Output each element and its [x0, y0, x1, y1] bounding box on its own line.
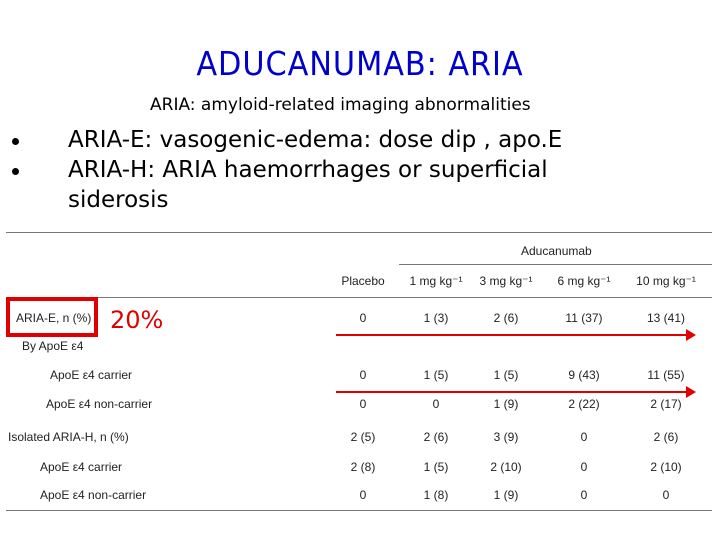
- bullet-dot-icon: [12, 168, 19, 175]
- carrier-arrow: [336, 391, 694, 393]
- table-cell: 0: [359, 397, 367, 411]
- table-cell: 1 (5): [423, 368, 449, 382]
- row-label-apoe-carrier: ApoE ε4 carrier: [40, 460, 123, 474]
- table-cell: 2 (8): [350, 460, 376, 474]
- table-cell: 2 (10): [490, 460, 522, 474]
- group-header: Aducanumab: [521, 244, 592, 258]
- slide-subtitle: ARIA: amyloid-related imaging abnormalities: [150, 95, 531, 115]
- aria-e-highlight-box: [6, 297, 98, 337]
- column-header-1mg: 1 mg kg⁻¹: [409, 274, 463, 288]
- bullet-text: ARIA-E: vasogenic-edema: dose dip , apo.E: [68, 127, 563, 153]
- bullet-item: [12, 155, 652, 215]
- column-header-rule: [6, 297, 712, 298]
- table-cell: 2 (6): [423, 430, 449, 444]
- table-cell: 1 (8): [423, 488, 449, 502]
- table-cell: 0: [432, 397, 440, 411]
- row-label-by-apoe: By ApoE ε4: [22, 339, 84, 353]
- table-cell: 1 (3): [423, 311, 449, 325]
- row-label-aria-h: Isolated ARIA-H, n (%): [8, 430, 129, 444]
- table-cell: 9 (43): [568, 368, 600, 382]
- table-cell: 2 (6): [653, 430, 679, 444]
- table-cell: 0: [580, 430, 588, 444]
- table-cell: 0: [359, 311, 367, 325]
- table-bottom-rule: [6, 510, 712, 511]
- table-cell: 2 (22): [568, 397, 600, 411]
- callout-percent: 20%: [110, 306, 164, 334]
- table-cell: 11 (37): [565, 311, 603, 325]
- table-cell: 1 (5): [493, 368, 519, 382]
- table-cell: 0: [580, 488, 588, 502]
- column-header-3mg: 3 mg kg⁻¹: [479, 274, 533, 288]
- aria-e-arrow: [336, 334, 694, 336]
- table-cell: 2 (17): [650, 397, 682, 411]
- slide-title: ADUCANUMAB: ARIA: [196, 44, 524, 83]
- table-cell: 1 (5): [423, 460, 449, 474]
- aria-table: [6, 232, 712, 512]
- table-cell: 2 (10): [650, 460, 682, 474]
- table-cell: 13 (41): [646, 311, 686, 325]
- bullet-dot-icon: [12, 138, 19, 145]
- column-header-10mg: 10 mg kg⁻¹: [636, 274, 696, 288]
- table-cell: 2 (6): [493, 311, 519, 325]
- table-cell: 0: [580, 460, 588, 474]
- table-cell: 0: [359, 488, 367, 502]
- row-label-apoe-non-carrier: ApoE ε4 non-carrier: [40, 488, 147, 502]
- table-cell: 2 (5): [350, 430, 376, 444]
- column-header-placebo: Placebo: [341, 274, 385, 288]
- table-cell: 11 (55): [647, 368, 685, 382]
- bullet-list: [12, 125, 652, 215]
- table-cell: 1 (9): [493, 397, 519, 411]
- bullet-text: ARIA-H: ARIA haemorrhages or superficial siderosis: [68, 157, 548, 213]
- row-label-apoe-carrier: ApoE ε4 carrier: [50, 368, 133, 382]
- row-label-apoe-non-carrier: ApoE ε4 non-carrier: [46, 397, 153, 411]
- table-cell: 0: [662, 488, 670, 502]
- table-cell: 1 (9): [493, 488, 519, 502]
- table-top-rule: [6, 232, 712, 233]
- table-cell: 0: [359, 368, 367, 382]
- column-header-6mg: 6 mg kg⁻¹: [557, 274, 611, 288]
- row-label-aria-e: ARIA-E, n (%): [16, 311, 92, 325]
- bullet-item: [12, 125, 652, 155]
- group-header-rule: [399, 264, 712, 265]
- table-cell: 3 (9): [493, 430, 519, 444]
